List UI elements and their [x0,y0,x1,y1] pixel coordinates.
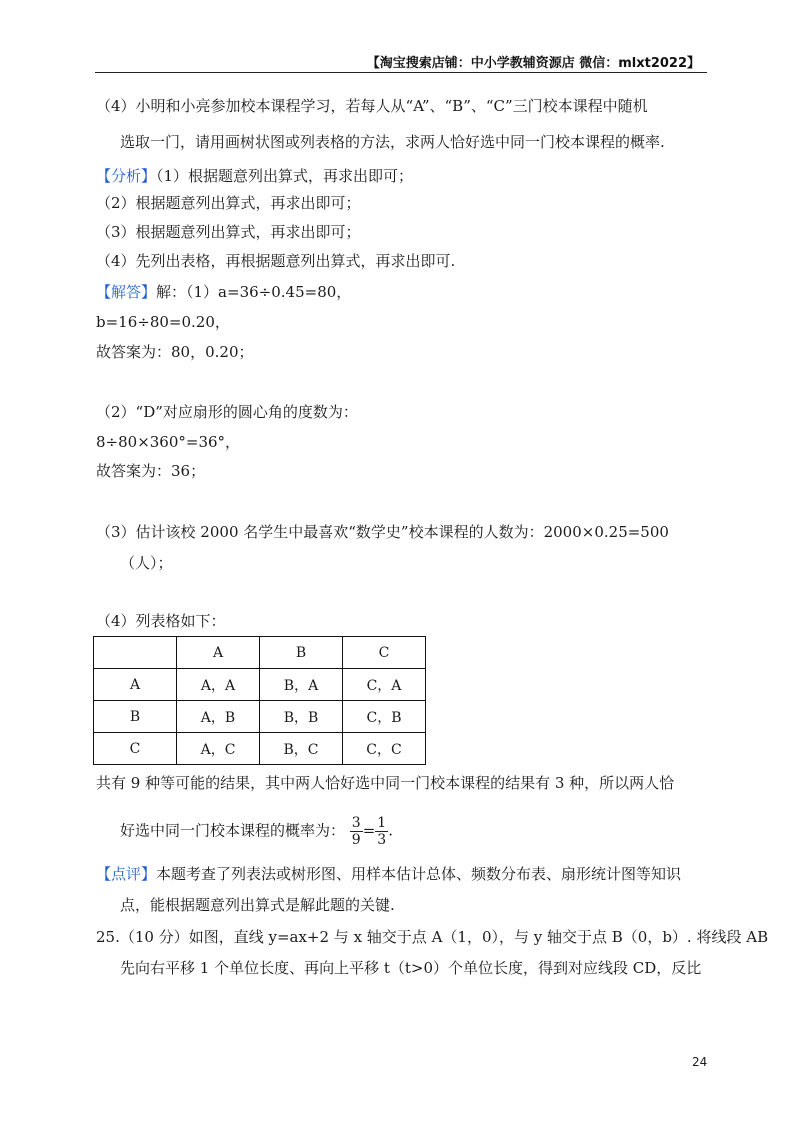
equals-sign: = [362,821,376,840]
answer-p3-line1: （3）估计该校 2000 名学生中最喜欢“数学史”校本课程的人数为：2000×0.25=500 [96,523,669,541]
fraction-three-ninths [350,815,363,848]
q25-line2: 先向右平移 1 个单位长度、再向上平移 t（t>0）个单位长度，得到对应线段 CD，反比 [120,959,702,977]
answer-line1 [96,282,351,302]
table-cell: A，B [177,701,260,733]
comment-line2: 点，能根据题意列出算式是解此题的关键. [120,896,395,914]
answer-p4-line1: （4）列表格如下： [96,612,226,630]
analysis-text1: （1）根据题意列出算式，再求出即可； [156,167,414,185]
table-row [94,669,426,701]
analysis-line3: （3）根据题意列出算式，再求出即可； [96,223,361,241]
table-header-cell: A [177,637,260,669]
outcome-table [93,636,426,765]
page-header: 【淘宝搜索店铺：中小学教辅资源店 微信：mlxt2022】 [366,56,700,71]
fraction-denominator: 9 [351,832,361,848]
page-number: 24 [692,1055,708,1069]
result-line2 [120,815,393,848]
table-row [94,701,426,733]
comment-line1 [96,864,681,884]
analysis-tag: 【分析】 [96,167,157,185]
analysis-line4: （4）先列出表格，再根据题意列出算式，再求出即可. [96,252,456,270]
period: . [388,821,393,840]
table-cell: B [94,701,177,733]
q25-line1: 25.（10 分）如图，直线 y=ax+2 与 x 轴交于点 A（1，0），与 y 轴交于点 B（0，b）. 将线段 AB [96,928,769,946]
fraction-numerator: 3 [351,815,361,831]
table-cell: B，B [260,701,343,733]
table-row [94,733,426,765]
table-cell: A，A [177,669,260,701]
comment-tag: 【点评】 [96,865,157,883]
table-header-cell: C [343,637,426,669]
table-cell: C [94,733,177,765]
table-header-row [94,637,426,669]
table-cell: C，B [343,701,426,733]
fraction-one-third [375,815,388,848]
answer-p3-line2: （人）； [120,554,173,572]
analysis-line2: （2）根据题意列出算式，再求出即可； [96,194,361,212]
table-header-cell: B [260,637,343,669]
fraction-denominator: 3 [377,832,387,848]
table-cell: B，A [260,669,343,701]
answer-tag: 【解答】 [96,283,157,301]
table-cell: A [94,669,177,701]
answer-p1-line3: 故答案为：80，0.20； [96,343,254,361]
fraction-numerator: 1 [377,815,387,831]
header-rule [95,72,707,73]
table-cell: C，A [343,669,426,701]
answer-p2-line3: 故答案为：36； [96,462,206,480]
table-header-cell [94,637,177,669]
q4-line1: （4）小明和小亮参加校本课程学习，若每人从“A”、“B”、“C”三门校本课程中随机 [96,97,648,115]
table-cell: B，C [260,733,343,765]
table-cell: C，C [343,733,426,765]
answer-text1: 解：（1）a=36÷0.45=80， [156,283,352,301]
result-text: 好选中同一门校本课程的概率为： [120,821,346,840]
result-line1: 共有 9 种等可能的结果，其中两人恰好选中同一门校本课程的结果有 3 种，所以两人恰 [96,774,675,792]
answer-p2-line1: （2）“D”对应扇形的圆心角的度数为： [96,403,358,421]
answer-p2-line2: 8÷80×360°=36°， [96,433,241,451]
table-cell: A，C [177,733,260,765]
answer-p1-line2: b=16÷80=0.20， [96,313,230,331]
comment-text1: 本题考查了列表法或树形图、用样本估计总体、频数分布表、扇形统计图等知识 [156,865,682,883]
analysis-line1 [96,166,413,186]
q4-line2: 选取一门，请用画树状图或列表格的方法，求两人恰好选中同一门校本课程的概率. [120,133,665,151]
